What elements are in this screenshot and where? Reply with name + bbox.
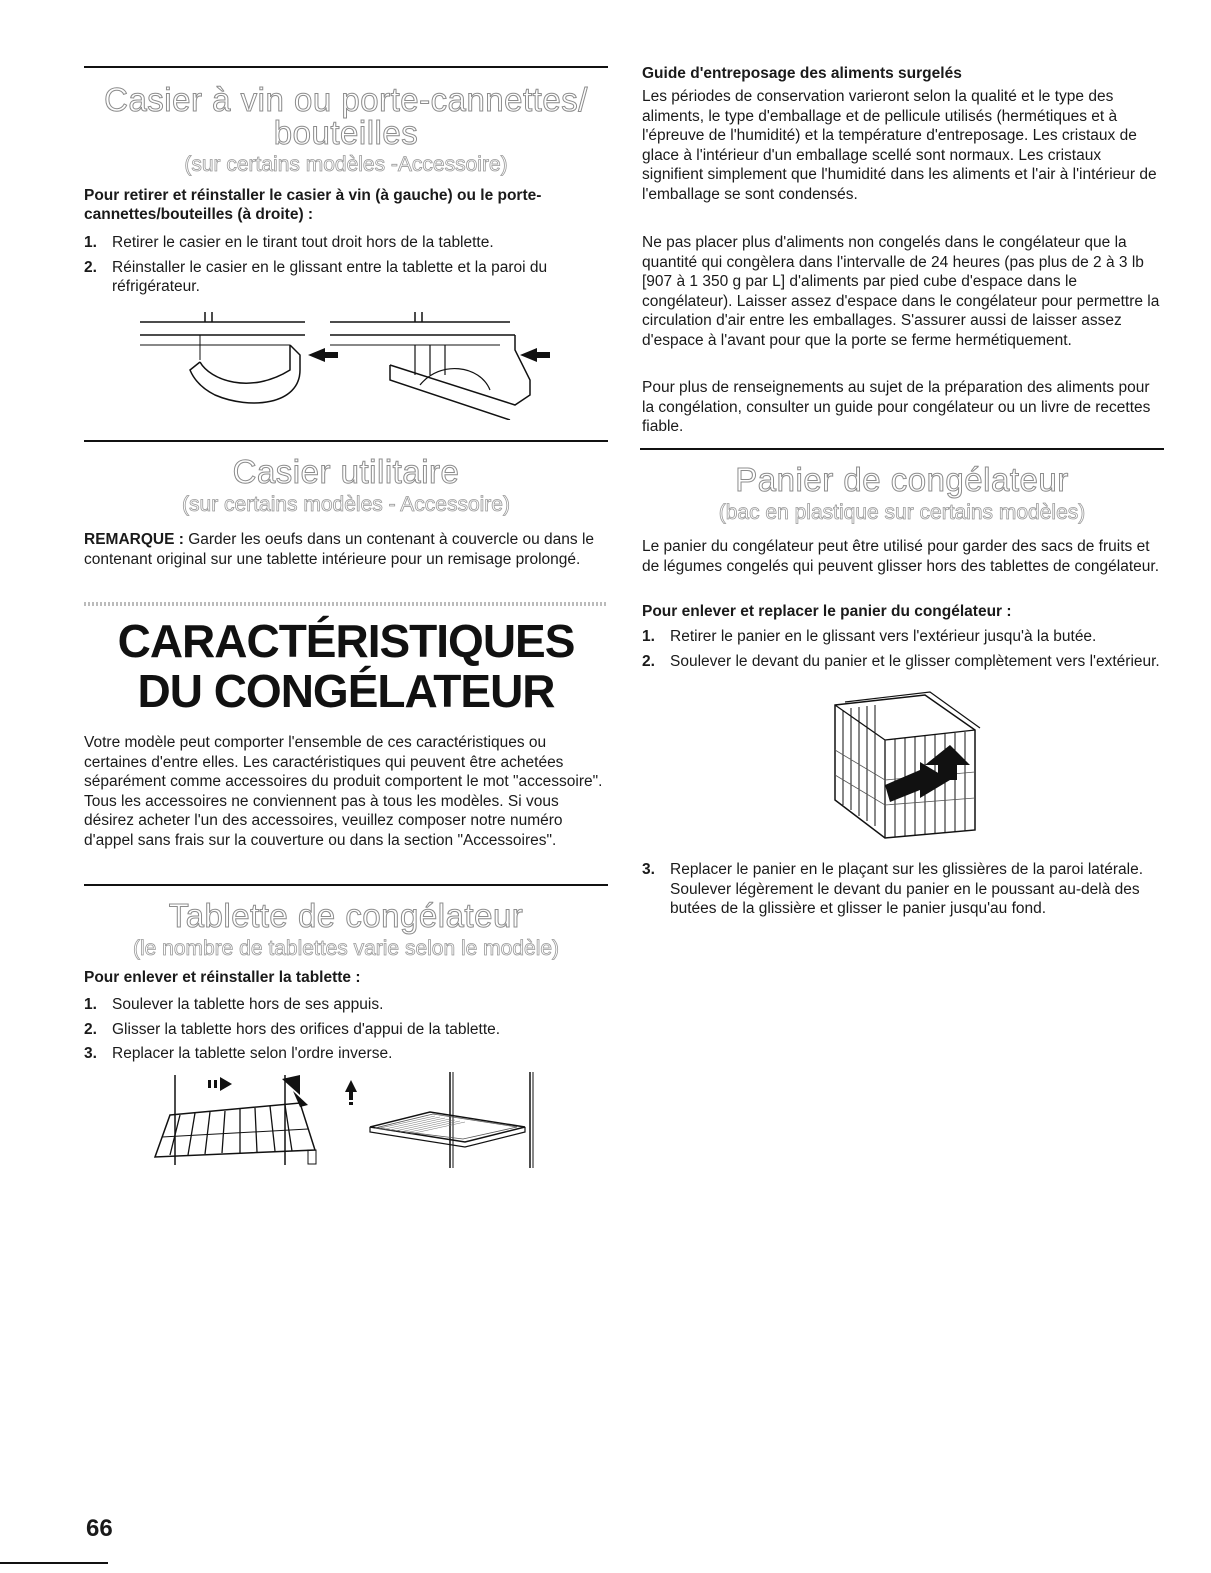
list-item: 3. Replacer le panier en le plaçant sur les glissières de la paroi latérale. Soulever légèrement le devant du panier en le poussant au-delà des butées de la glissière et glisser le panier jusqu'au fond. [642, 861, 1144, 917]
page-number: 66 [86, 1515, 113, 1542]
glass-shelf-illustration [345, 1072, 545, 1170]
note-text: Garder les oeufs dans un contenant à couvercle ou dans le contenant original sur une tablette intérieure pour un remisage prolongé. [84, 531, 595, 568]
wine-rack-steps [84, 233, 584, 302]
wine-rack-illustration [140, 310, 340, 420]
freezer-shelf-heading: Pour enlever et réinstaller la tablette : [84, 969, 361, 986]
freezer-shelf-subtitle: (le nombre de tablettes varie selon le modèle) [132, 937, 560, 960]
freezer-shelf-steps [84, 995, 584, 1069]
section-rule [84, 884, 608, 886]
section-rule [640, 448, 1164, 450]
basket-intro: Le panier du congélateur peut être utilisé pour garder des sacs de fruits et de légumes congelés qui peuvent glisser hors des tablettes de congélateur. [642, 538, 1160, 575]
guide-paragraph-1: Les périodes de conservation varieront selon la qualité et le type des aliments, le type d'emballage et de pellicule utilisés (hermétiques et à l'épreuve de l'humidité) et la température d'entreposage. Les cristaux de glace à l'intérieur d'un emballage scellé sont normaux. Les cristaux signifient simplement que l'humidité dans les aliments et l'air à l'intérieur de l'emballage se sont condensés. [642, 88, 1157, 203]
list-item: 3. Replacer la tablette selon l'ordre inverse. [84, 1045, 393, 1062]
utility-bin-note [84, 530, 604, 569]
features-intro: Votre modèle peut comporter l'ensemble de ces caractéristiques ou certaines d'entre elles. Les caractéristiques qui peuvent être achetées séparément comme accessoires du produit comportent le mot "accessoire". Tous les accessoires ne conviennent pas à tous les modèles. Si vous désirez acheter l'un des accessoires, veuillez composer notre numéro d'appel sans frais sur la couverture ou dans la section "Accessoires". [84, 734, 603, 849]
list-item: 1. Retirer le panier en le glissant vers l'extérieur jusqu'à la butée. [642, 628, 1097, 645]
wine-rack-title-line1: Casier à vin ou porte-cannettes/ [104, 81, 588, 118]
guide-paragraph-3: Pour plus de renseignements au sujet de la préparation des aliments pour la congélation, consulter un guide pour congélateur ou un livre de recettes fiable. [642, 379, 1151, 435]
basket-heading: Pour enlever et replacer le panier du congélateur : [642, 603, 1012, 620]
list-item: 2. Glisser la tablette hors des orifices d'appui de la tablette. [84, 1020, 501, 1038]
can-rack-illustration [330, 310, 560, 420]
list-item: 1. Retirer le casier en le tirant tout droit hors de la tablette. [84, 234, 494, 251]
freezer-basket-subtitle: (bac en plastique sur certains modèles) [718, 501, 1086, 524]
frozen-food-guide-heading: Guide d'entreposage des aliments surgelés [642, 65, 962, 82]
wine-rack-heading: Pour retirer et réinstaller le casier à vin (à gauche) ou le porte-cannettes/bouteilles (à droite) : [84, 187, 542, 223]
freezer-basket-illustration [825, 690, 990, 840]
utility-bin-title: Casier utilitaire [232, 453, 460, 490]
utility-bin-subtitle: (sur certains modèles - Accessoire) [182, 493, 510, 516]
wire-shelf-illustration [150, 1075, 330, 1170]
section-rule [84, 66, 608, 68]
basket-step3 [642, 860, 1152, 924]
list-item: 1. Soulever la tablette hors de ses appuis. [84, 996, 384, 1013]
wine-rack-title-line2: bouteilles [273, 114, 419, 151]
list-item: 2. Soulever le devant du panier et le glisser complètement vers l'extérieur. [642, 652, 1160, 670]
guide-paragraph-2: Ne pas placer plus d'aliments non congelés dans le congélateur que la quantité qui congèlera dans l'intervalle de 24 heures (pas plus de 2 à 3 lb [907 à 1 350 g par L] d'aliments par pied cube d'espace dans le congélateur). Laisser assez d'espace dans le congélateur pour permettre la circulation d'air entre les emballages. S'assurer aussi de laisser assez d'espace à l'avant pour que la porte se ferme hermétiquement. [642, 234, 1160, 349]
dotted-divider [84, 602, 608, 606]
note-label: REMARQUE : [84, 531, 184, 548]
wine-rack-subtitle: (sur certains modèles -Accessoire) [184, 153, 508, 176]
main-title-line2: DU CONGÉLATEUR [137, 665, 555, 717]
section-rule [84, 440, 608, 442]
list-item: 2. Réinstaller le casier en le glissant entre la tablette et la paroi du réfrigérateur. [84, 258, 548, 295]
footer-rule [0, 1562, 108, 1564]
main-title-line1: CARACTÉRISTIQUES [117, 615, 575, 667]
freezer-basket-title: Panier de congélateur [735, 461, 1069, 498]
freezer-shelf-title: Tablette de congélateur [168, 897, 524, 934]
basket-steps [642, 627, 1162, 676]
